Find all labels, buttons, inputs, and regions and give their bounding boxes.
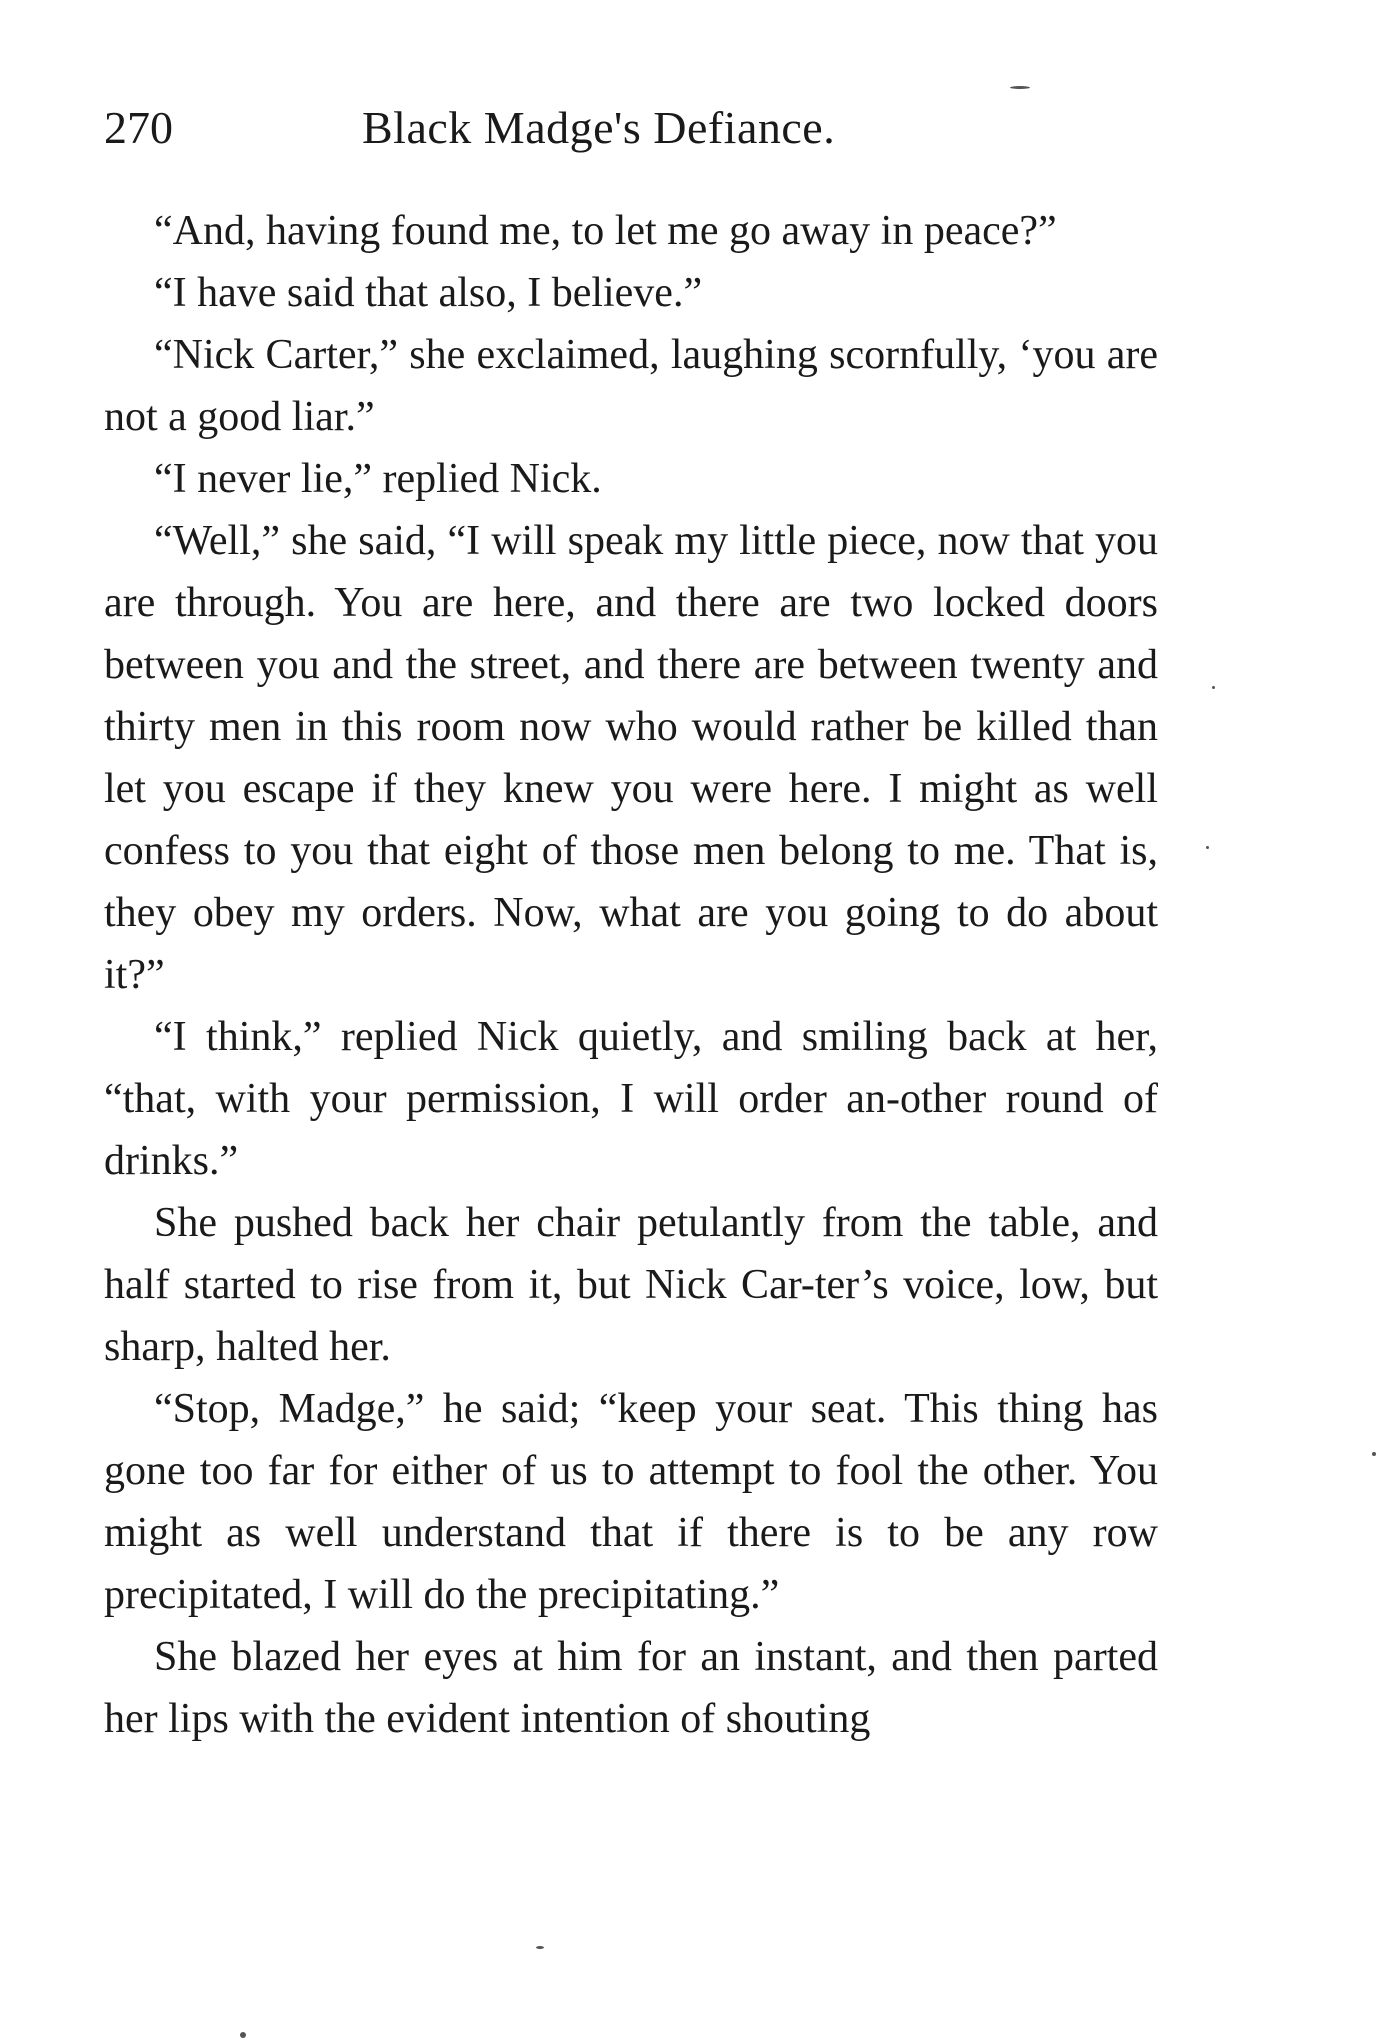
scan-speck (1372, 1452, 1376, 1456)
scan-speck (1010, 86, 1030, 89)
paragraph: “Nick Carter,” she exclaimed, laughing scornfully, ‘you are not a good liar.” (104, 332, 1158, 440)
scan-speck (1206, 846, 1209, 849)
paragraph: “I never lie,” replied Nick. (154, 456, 602, 502)
paragraph: She blazed her eyes at him for an instant, and then parted her lips with the evident intention of shouting (104, 1634, 1158, 1742)
paragraph: “Stop, Madge,” he said; “keep your seat. This thing has gone too far for either of us to attempt to fool the other. You might as well understand that if there is to be any row precipitated, I will do the precipitating.” (104, 1386, 1158, 1618)
paragraph: “And, having found me, to let me go away in peace?” (154, 208, 1057, 254)
paragraph: “I think,” replied Nick quietly, and smiling back at her, “that, with your permission, I will order an-other round of drinks.” (104, 1014, 1158, 1184)
page-number: 270 (104, 102, 173, 153)
scan-speck (240, 2032, 246, 2038)
paragraph: “Well,” she said, “I will speak my little piece, now that you are through. You are here, and there are two locked doors between you and the street, and there are between twenty and thirty men in this room now who would rather be killed than let you escape if they knew you were here. I might as well confess to you that eight of those men belong to me. That is, they obey my orders. Now, what are you going to do about it?” (104, 518, 1158, 998)
scan-speck (1212, 686, 1215, 689)
page-header (104, 98, 1164, 158)
paragraph: She pushed back her chair petulantly from the table, and half started to rise from it, but Nick Car-ter’s voice, low, but sharp, halted her. (104, 1200, 1158, 1370)
running-title: Black Madge's Defiance. (362, 102, 836, 153)
scan-speck (536, 1946, 544, 1949)
body-text (104, 200, 1158, 1750)
paragraph: “I have said that also, I believe.” (154, 270, 703, 316)
